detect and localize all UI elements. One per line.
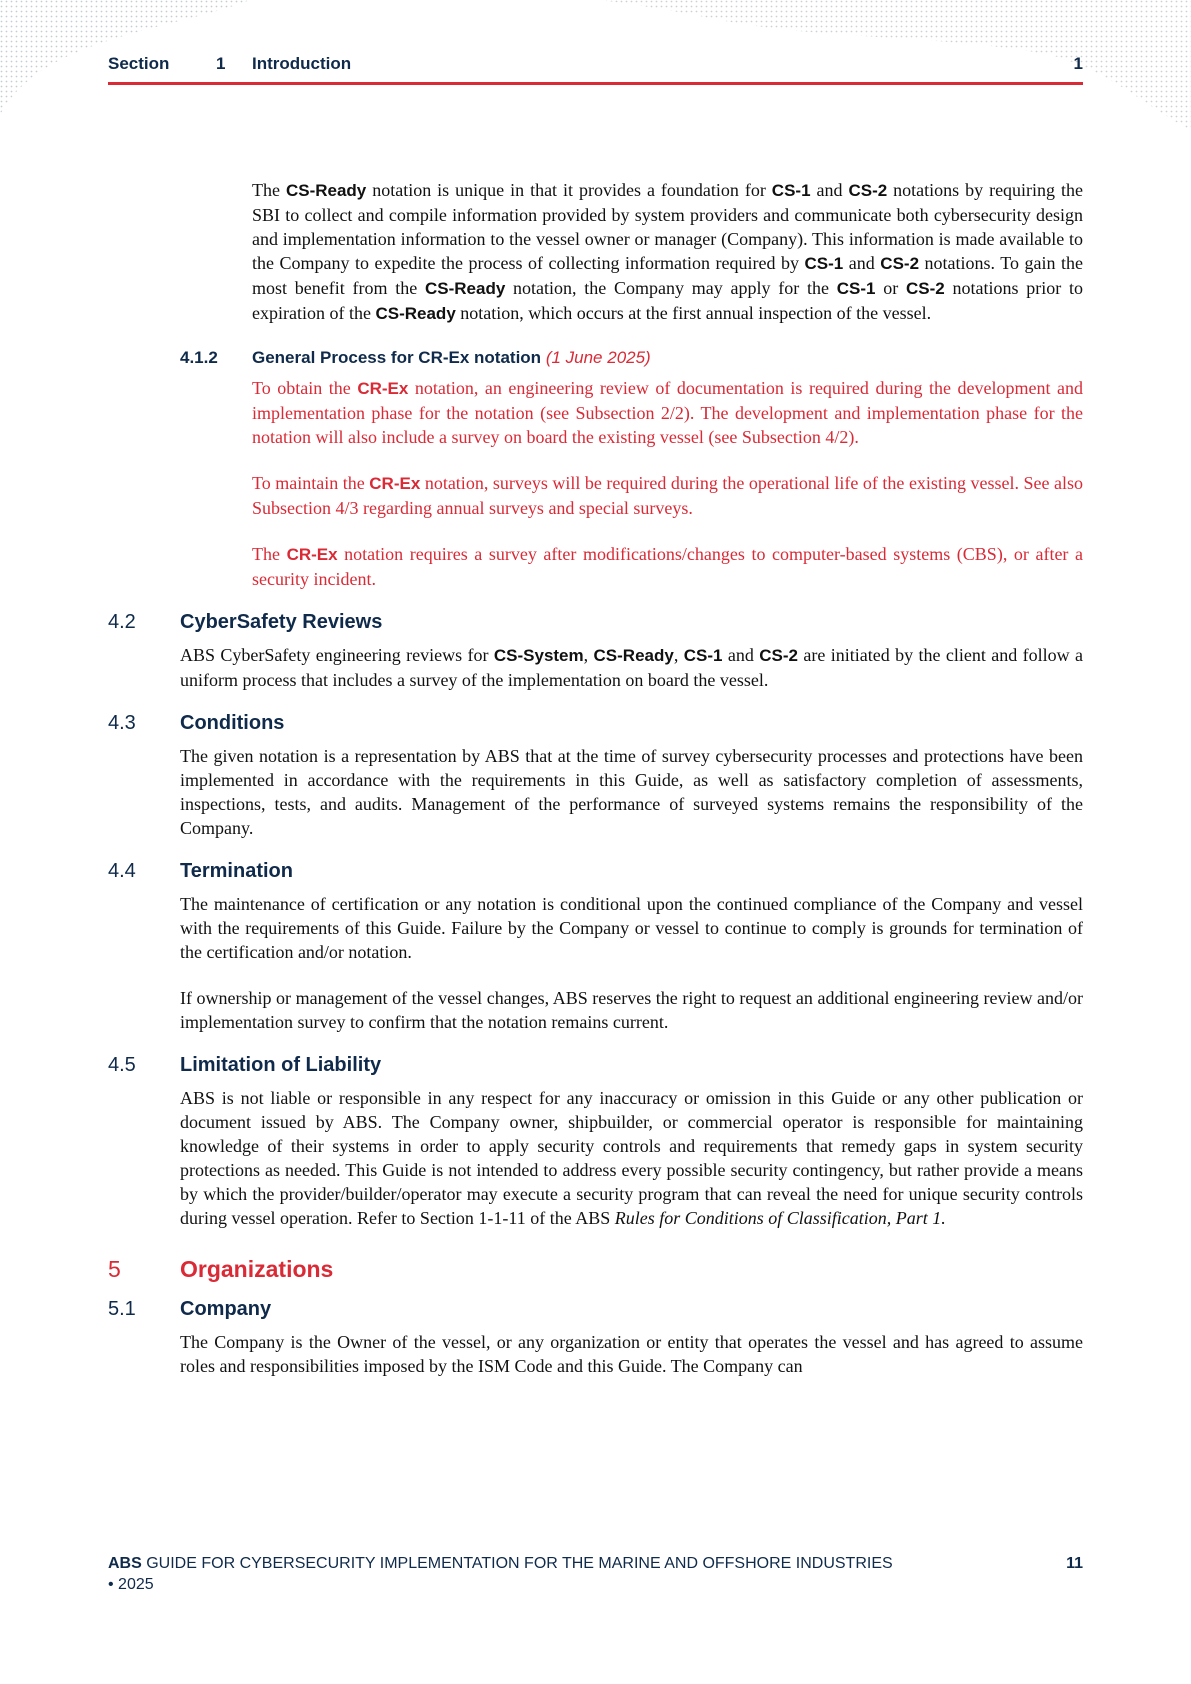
header-chapter-number: 1 — [1073, 54, 1083, 73]
cybersafety-paragraph — [180, 643, 1083, 692]
heading-number: 4.3 — [108, 712, 136, 734]
notation-term: CS-1 — [683, 646, 723, 665]
notation-term: CS-2 — [848, 181, 888, 200]
heading-4-3 — [108, 712, 1083, 742]
notation-term: CR-Ex — [357, 379, 409, 398]
header-section-number: 1 — [216, 54, 226, 73]
heading-title: Organizations — [180, 1256, 334, 1282]
heading-number: 5.1 — [108, 1298, 136, 1320]
heading-title: Limitation of Liability — [180, 1054, 382, 1076]
text-run: , — [673, 645, 684, 665]
text-run: notation, an engineering review of documentation is required during the development and implementation phase for the notation (see Subsection 2/2). The development and implementation phase for the notation will also include a survey on board the existing vessel (see Subsection 4/2). — [252, 378, 1083, 447]
notation-term: CS-System — [493, 646, 584, 665]
text-run: or — [875, 278, 907, 298]
notation-term: CR-Ex — [286, 545, 338, 564]
header-section-label: Section — [108, 54, 170, 73]
notation-term: CS-2 — [759, 646, 798, 665]
heading-4-4 — [108, 860, 1083, 890]
page-number: 11 — [1066, 1555, 1083, 1572]
notation-term: CR-Ex — [369, 474, 421, 493]
footer-title — [108, 1553, 1008, 1595]
text-run: To obtain the — [252, 378, 358, 398]
notation-term: CS-Ready — [375, 304, 456, 323]
liability-paragraph — [180, 1086, 1083, 1230]
text-run: notation is unique in that it provides a foundation for — [366, 180, 772, 200]
notation-term: CS-Ready — [285, 181, 367, 200]
text-run: and — [722, 645, 760, 665]
footer-brand: ABS — [108, 1555, 142, 1572]
notation-term: CS-Ready — [593, 646, 674, 665]
heading-number: 4.2 — [108, 611, 136, 633]
heading-title-text: General Process for CR-Ex notation — [252, 348, 542, 367]
text-run: notation, surveys will be required during the operational life of the existing vessel. See also Subsection 4/3 regarding annual surveys and special surveys. — [252, 473, 1083, 518]
conditions-paragraph: The given notation is a representation by ABS that at the time of survey cybersecurity processes and protections have been implemented in accordance with the requirements in this Guide, as well as satisfactory completion of assessments, inspections, tests, and audits. Management of the performance of surveyed systems remains the responsibility of the Company. — [180, 746, 1083, 838]
notation-term: CS-2 — [880, 254, 920, 273]
heading-4-1-2 — [108, 348, 1083, 374]
crex-paragraph-2 — [252, 471, 1083, 520]
text-run: , — [583, 645, 594, 665]
text-run: and — [810, 180, 849, 200]
heading-number: 4.5 — [108, 1054, 136, 1076]
crex-paragraph-1 — [252, 376, 1083, 449]
heading-5-1 — [108, 1298, 1083, 1328]
footer-year: • 2025 — [108, 1576, 154, 1593]
notation-term: CS-1 — [771, 181, 811, 200]
heading-title: Termination — [180, 860, 293, 882]
text-run: notations prior to expiration of the — [252, 278, 1083, 323]
running-header — [108, 54, 1083, 78]
notation-term: CS-1 — [836, 279, 876, 298]
text-run: ABS is not liable or responsible in any respect for any inaccuracy or omission in this Guide or any other publication or document issued by ABS. The Company owner, shipbuilder, or commercial operator is responsible for maintaining knowledge of their systems in order to apply security controls and requirements that remedy gaps in system security protections as needed. This Guide is not intended to address every possible security contingency, but rather provide a means by which the provider/builder/operator may execute a security program that can reveal the need for unique security controls during vessel operation. Refer to Section 1-1-11 of the ABS — [180, 1088, 1083, 1228]
text-run: notation, which occurs at the first annual inspection of the vessel. — [455, 303, 932, 323]
text-run: ABS CyberSafety engineering reviews for — [180, 645, 494, 665]
text-run: notation requires a survey after modifications/changes to computer-based systems (CBS), or after a security incident. — [252, 544, 1083, 589]
text-run: The — [252, 180, 286, 200]
italic-reference: Rules for Conditions of Classification, Part 1. — [614, 1208, 946, 1228]
heading-number: 5 — [108, 1256, 121, 1282]
heading-title: Company — [180, 1298, 272, 1320]
heading-title: Conditions — [180, 712, 285, 734]
heading-5 — [108, 1256, 1083, 1290]
termination-paragraph-2: If ownership or management of the vessel changes, ABS reserves the right to request an additional engineering review and/or implementation survey to confirm that the notation remains current. — [180, 988, 1083, 1032]
notation-term: CS-2 — [906, 279, 945, 298]
footer-guide-title: GUIDE FOR CYBERSECURITY IMPLEMENTATION FOR THE MARINE AND OFFSHORE INDUSTRIES — [141, 1555, 893, 1572]
heading-title: CyberSafety Reviews — [180, 611, 383, 633]
heading-number: 4.4 — [108, 860, 136, 882]
header-section-title: Introduction — [252, 54, 352, 73]
text-run: are initiated by the client and follow a uniform process that includes a survey of the implementation on board the vessel. — [180, 645, 1084, 690]
termination-paragraph-1: The maintenance of certification or any notation is conditional upon the continued compliance of the Company and vessel with the requirements of this Guide. Failure by the Company or vessel to continue to comply is grounds for termination of the certification and/or notation. — [180, 894, 1083, 962]
heading-4-5 — [108, 1054, 1083, 1084]
text-run: The — [252, 544, 287, 564]
heading-title — [252, 348, 651, 368]
intro-paragraph — [252, 178, 1083, 326]
text-run: notations by requiring the SBI to collect and compile information provided by system providers and communicate both cybersecurity design and implementation information to the vessel owner or manager (Company). This information is made available to the Company to expedite the process of collecting information required by — [252, 180, 1084, 273]
text-run: notation, the Company may apply for the — [505, 278, 837, 298]
notation-term: CS-Ready — [424, 279, 506, 298]
page-content — [108, 178, 1083, 1378]
crex-paragraph-3 — [252, 542, 1083, 591]
text-run: To maintain the — [252, 473, 370, 493]
notation-term: CS-1 — [804, 254, 844, 273]
header-rule — [108, 82, 1083, 85]
company-paragraph: The Company is the Owner of the vessel, or any organization or entity that operates the vessel and has agreed to assume roles and responsibilities imposed by the ISM Code and this Guide. The Company can — [180, 1332, 1083, 1376]
amendment-date: (1 June 2025) — [545, 348, 651, 367]
heading-number: 4.1.2 — [180, 348, 218, 367]
text-run: and — [843, 253, 881, 273]
text-run: notations. To gain the most benefit from the — [252, 253, 1083, 298]
heading-4-2 — [108, 611, 1083, 641]
